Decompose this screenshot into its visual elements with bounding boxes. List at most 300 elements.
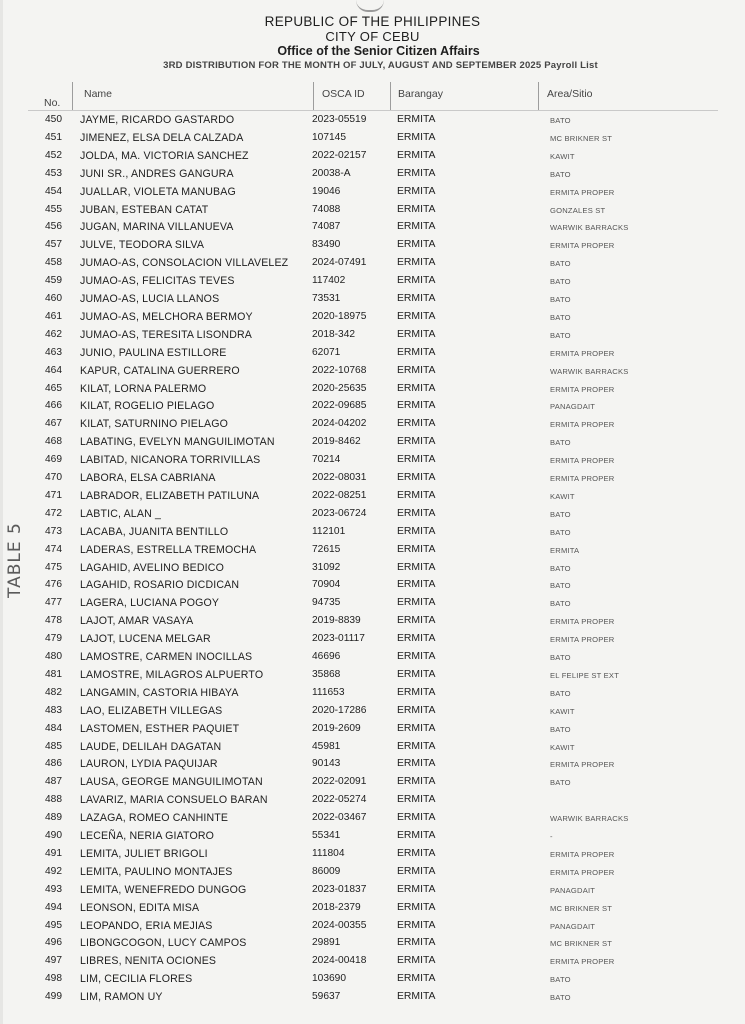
- senior-citizen-name: JUMAO-AS, TERESITA LISONDRA: [80, 328, 253, 341]
- barangay: ERMITA: [397, 293, 436, 304]
- area-sitio: BATO: [550, 259, 571, 269]
- osca-id: 45981: [312, 740, 341, 752]
- barangay: ERMITA: [397, 454, 436, 466]
- barangay: ERMITA: [397, 185, 436, 197]
- row-number: 482: [45, 686, 62, 698]
- row-number: 454: [45, 185, 62, 197]
- area-sitio: ERMITA PROPER: [550, 867, 615, 877]
- area-sitio: BATO: [550, 116, 571, 125]
- osca-id: 55341: [312, 830, 341, 841]
- column-divider: [313, 82, 314, 110]
- area-sitio: KAWIT: [550, 742, 575, 752]
- table-row: [0, 221, 745, 239]
- senior-citizen-name: JUMAO-AS, LUCIA LLANOS: [80, 293, 220, 305]
- area-sitio: BATO: [550, 993, 571, 1003]
- barangay: ERMITA: [397, 901, 436, 913]
- row-number: 494: [45, 901, 62, 913]
- osca-id: 2019-8462: [312, 436, 361, 448]
- area-sitio: ERMITA: [550, 545, 580, 555]
- osca-id: 2024-04202: [312, 418, 367, 430]
- table-row: [0, 705, 745, 723]
- row-number: 460: [45, 293, 62, 304]
- area-sitio: ERMITA PROPER: [550, 348, 615, 358]
- osca-id: 111653: [312, 686, 345, 698]
- senior-citizen-name: LABATING, EVELYN MANGUILIMOTAN: [80, 436, 275, 449]
- barangay: ERMITA: [397, 704, 436, 716]
- table-row: [0, 472, 745, 490]
- handwritten-table-label: TABLE 5: [5, 522, 25, 598]
- table-row: [0, 920, 745, 938]
- row-number: 463: [45, 346, 62, 358]
- osca-id: 107145: [312, 131, 346, 143]
- senior-citizen-name: JUGAN, MARINA VILLANUEVA: [80, 221, 234, 234]
- barangay: ERMITA: [397, 830, 436, 841]
- column-header-osca-id: OSCA ID: [322, 88, 365, 100]
- table-row: [0, 776, 745, 794]
- barangay: ERMITA: [397, 597, 436, 609]
- osca-id: 2024-00418: [312, 955, 367, 967]
- osca-id: 70904: [312, 579, 341, 591]
- table-row: [0, 812, 745, 830]
- osca-id: 35868: [312, 668, 341, 680]
- table-row: [0, 633, 745, 651]
- barangay: ERMITA: [397, 579, 436, 591]
- area-sitio: ERMITA PROPER: [550, 241, 615, 251]
- table-row: [0, 239, 745, 257]
- senior-citizen-name: LABRADOR, ELIZABETH PATILUNA: [80, 489, 260, 502]
- barangay: ERMITA: [397, 131, 436, 143]
- table-row: [0, 687, 745, 705]
- area-sitio: MC BRIKNER ST: [550, 939, 613, 949]
- row-number: 478: [45, 615, 62, 627]
- barangay: ERMITA: [397, 794, 436, 806]
- osca-id: 2022-05274: [312, 794, 367, 806]
- area-sitio: BATO: [550, 169, 571, 179]
- area-sitio: BATO: [550, 277, 571, 287]
- column-header-barangay: Barangay: [398, 88, 443, 100]
- row-number: 486: [45, 758, 62, 770]
- barangay: ERMITA: [397, 507, 436, 519]
- osca-id: 72615: [312, 543, 341, 555]
- senior-citizen-name: KAPUR, CATALINA GUERRERO: [80, 364, 240, 377]
- barangay: ERMITA: [397, 114, 436, 125]
- row-number: 456: [45, 221, 62, 233]
- area-sitio: BATO: [550, 688, 571, 698]
- barangay: ERMITA: [397, 740, 436, 752]
- column-divider: [390, 82, 391, 110]
- table-row: [0, 204, 745, 222]
- row-number: 451: [45, 131, 62, 143]
- table-row: [0, 383, 745, 401]
- area-sitio: BATO: [550, 330, 571, 340]
- row-number: 476: [45, 579, 62, 591]
- osca-id: 2018-342: [312, 328, 356, 340]
- senior-citizen-name: LACABA, JUANITA BENTILLO: [80, 525, 229, 538]
- area-sitio: EL FELIPE ST EXT: [550, 670, 620, 680]
- senior-citizen-name: LAGERA, LUCIANA POGOY: [80, 597, 220, 610]
- area-sitio: WARWIK BARRACKS: [550, 366, 629, 376]
- osca-id: 59637: [312, 991, 341, 1003]
- row-number: 481: [45, 668, 62, 680]
- row-number: 453: [45, 167, 62, 179]
- barangay: ERMITA: [397, 167, 436, 179]
- row-number: 488: [45, 794, 62, 806]
- senior-citizen-name: KILAT, ROGELIO PIELAGO: [80, 400, 215, 413]
- osca-id: 2022-02157: [312, 149, 367, 161]
- osca-id: 74088: [312, 203, 341, 215]
- row-number: 466: [45, 400, 62, 412]
- row-number: 487: [45, 776, 62, 788]
- header-republic: REPUBLIC OF THE PHILIPPINES: [264, 14, 481, 29]
- osca-id: 2024-00355: [312, 919, 367, 931]
- area-sitio: BATO: [550, 312, 571, 322]
- column-divider: [538, 82, 539, 110]
- osca-id: 2018-2379: [312, 901, 361, 913]
- barangay: ERMITA: [397, 812, 436, 824]
- senior-citizen-name: LAGAHID, ROSARIO DICDICAN: [80, 579, 240, 592]
- row-number: 475: [45, 561, 62, 573]
- row-number: 485: [45, 740, 62, 752]
- area-sitio: PANAGDAIT: [550, 921, 596, 931]
- area-sitio: MC BRIKNER ST: [550, 133, 613, 143]
- osca-id: 74087: [312, 221, 341, 233]
- senior-citizen-name: LAJOT, LUCENA MELGAR: [80, 633, 211, 646]
- barangay: ERMITA: [397, 615, 436, 627]
- barangay: ERMITA: [397, 686, 436, 698]
- senior-citizen-name: JAYME, RICARDO GASTARDO: [80, 114, 235, 126]
- senior-citizen-name: LAURON, LYDIA PAQUIJAR: [80, 758, 218, 771]
- row-number: 493: [45, 883, 62, 895]
- table-row: [0, 973, 745, 991]
- area-sitio: BATO: [550, 653, 571, 662]
- senior-citizen-name: LAVARIZ, MARIA CONSUELO BARAN: [80, 794, 268, 807]
- row-number: 477: [45, 597, 62, 609]
- area-sitio: BATO: [550, 975, 571, 985]
- row-number: 498: [45, 973, 62, 985]
- osca-id: 62071: [312, 346, 341, 358]
- row-number: 470: [45, 472, 62, 483]
- row-number: 497: [45, 955, 62, 967]
- senior-citizen-name: LADERAS, ESTRELLA TREMOCHA: [80, 543, 257, 556]
- table-row: [0, 418, 745, 436]
- area-sitio: KAWIT: [550, 706, 575, 716]
- row-number: 458: [45, 257, 62, 269]
- osca-id: 2023-01117: [312, 633, 365, 645]
- area-sitio: BATO: [550, 527, 571, 537]
- area-sitio: KAWIT: [550, 491, 575, 501]
- column-header-area-sitio: Area/Sitio: [547, 88, 593, 100]
- barangay: ERMITA: [397, 436, 436, 448]
- barangay: ERMITA: [397, 722, 436, 734]
- osca-id: 2020-17286: [312, 704, 367, 716]
- row-number: 499: [45, 991, 62, 1003]
- table-row: [0, 508, 745, 526]
- osca-id: 2019-2609: [312, 722, 361, 734]
- row-number: 469: [45, 454, 62, 466]
- row-number: 457: [45, 239, 62, 251]
- header-distribution-title: 3RD DISTRIBUTION FOR THE MONTH OF JULY, AUGUST AND SEPTEMBER 2025 Payroll List: [163, 60, 598, 71]
- row-number: 455: [45, 203, 62, 215]
- barangay: ERMITA: [397, 203, 436, 215]
- table-row: [0, 741, 745, 759]
- barangay: ERMITA: [397, 919, 436, 931]
- row-number: 491: [45, 847, 62, 859]
- row-number: 483: [45, 704, 62, 716]
- row-number: 495: [45, 919, 62, 931]
- area-sitio: BATO: [550, 438, 571, 448]
- senior-citizen-name: LANGAMIN, CASTORIA HIBAYA: [80, 686, 239, 699]
- table-row: [0, 293, 745, 311]
- table-row: [0, 347, 745, 365]
- senior-citizen-name: LEONSON, EDITA MISA: [80, 901, 200, 914]
- osca-id: 2022-02091: [312, 776, 367, 788]
- column-header-no: No.: [44, 97, 61, 109]
- table-row: [0, 955, 745, 973]
- area-sitio: PANAGDAIT: [550, 885, 596, 895]
- area-sitio: BATO: [550, 724, 571, 734]
- table-row: [0, 615, 745, 633]
- senior-citizen-name: JIMENEZ, ELSA DELA CALZADA: [80, 131, 244, 144]
- senior-citizen-name: LAUDE, DELILAH DAGATAN: [80, 740, 222, 753]
- area-sitio: PANAGDAIT: [550, 402, 596, 412]
- barangay: ERMITA: [397, 239, 436, 251]
- osca-id: 19046: [312, 185, 341, 197]
- area-sitio: ERMITA PROPER: [550, 957, 615, 967]
- barangay: ERMITA: [397, 149, 436, 161]
- table-row: [0, 329, 745, 347]
- area-sitio: ERMITA PROPER: [550, 384, 615, 394]
- barangay: ERMITA: [397, 489, 436, 501]
- area-sitio: WARWIK BARRACKS: [550, 814, 629, 824]
- row-number: 490: [45, 830, 62, 841]
- area-sitio: ERMITA PROPER: [550, 760, 615, 770]
- senior-citizen-name: LAJOT, AMAR VASAYA: [80, 615, 194, 628]
- table-row: [0, 186, 745, 204]
- row-number: 496: [45, 937, 62, 949]
- row-number: 473: [45, 525, 62, 537]
- osca-id: 2022-08031: [312, 472, 367, 483]
- senior-citizen-name: JUMAO-AS, CONSOLACION VILLAVELEZ: [80, 257, 289, 270]
- table-row: [0, 758, 745, 776]
- header-city: CITY OF CEBU: [325, 29, 420, 44]
- table-row: [0, 544, 745, 562]
- senior-citizen-name: JUMAO-AS, FELICITAS TEVES: [80, 275, 235, 288]
- senior-citizen-name: JUNI SR., ANDRES GANGURA: [80, 167, 234, 180]
- osca-id: 70214: [312, 454, 341, 466]
- row-number: 450: [45, 114, 62, 125]
- osca-id: 2023-06724: [312, 507, 367, 519]
- row-number: 462: [45, 328, 62, 340]
- barangay: ERMITA: [397, 633, 436, 645]
- senior-citizen-name: LABORA, ELSA CABRIANA: [80, 472, 216, 484]
- table-row: [0, 651, 745, 669]
- barangay: ERMITA: [397, 275, 436, 287]
- senior-citizen-name: JUMAO-AS, MELCHORA BERMOY: [80, 310, 253, 323]
- senior-citizen-name: LABITAD, NICANORA TORRIVILLAS: [80, 454, 261, 467]
- barangay: ERMITA: [397, 883, 436, 895]
- senior-citizen-name: LIM, CECILIA FLORES: [80, 973, 193, 986]
- table-row: [0, 436, 745, 454]
- senior-citizen-name: LECEÑA, NERIA GIATORO: [80, 830, 215, 842]
- area-sitio: BATO: [550, 599, 571, 609]
- barangay: ERMITA: [397, 937, 436, 949]
- barangay: ERMITA: [397, 847, 436, 859]
- table-row: [0, 830, 745, 848]
- row-number: 489: [45, 812, 62, 824]
- header-rule: [28, 110, 718, 111]
- osca-id: 2024-07491: [312, 257, 367, 269]
- table-row: [0, 579, 745, 597]
- barangay: ERMITA: [397, 561, 436, 573]
- area-sitio: BATO: [550, 563, 571, 573]
- area-sitio: BATO: [550, 295, 571, 304]
- osca-id: 2023-01837: [312, 883, 367, 895]
- area-sitio: -: [550, 832, 553, 841]
- senior-citizen-name: LEMITA, JULIET BRIGOLI: [80, 847, 208, 860]
- table-row: [0, 597, 745, 615]
- area-sitio: ERMITA PROPER: [550, 474, 615, 483]
- osca-id: 2019-8839: [312, 615, 361, 627]
- senior-citizen-name: JOLDA, MA. VICTORIA SANCHEZ: [80, 149, 249, 162]
- senior-citizen-name: LABTIC, ALAN _: [80, 507, 161, 520]
- barangay: ERMITA: [397, 382, 436, 394]
- table-row: [0, 526, 745, 544]
- table-row: [0, 168, 745, 186]
- table-row: [0, 400, 745, 418]
- area-sitio: ERMITA PROPER: [550, 635, 615, 645]
- table-row: [0, 490, 745, 508]
- barangay: ERMITA: [397, 472, 436, 483]
- senior-citizen-name: JULVE, TEODORA SILVA: [80, 239, 205, 252]
- senior-citizen-name: LIM, RAMON UY: [80, 991, 163, 1004]
- osca-id: 20038-A: [312, 167, 351, 179]
- barangay: ERMITA: [397, 221, 436, 233]
- city-seal-fragment: [356, 0, 384, 12]
- barangay: ERMITA: [397, 543, 436, 555]
- table-row: [0, 884, 745, 902]
- barangay: ERMITA: [397, 257, 436, 269]
- senior-citizen-name: LAO, ELIZABETH VILLEGAS: [80, 704, 223, 717]
- table-row: [0, 902, 745, 920]
- header-office: Office of the Senior Citizen Affairs: [277, 44, 480, 58]
- barangay: ERMITA: [397, 418, 436, 430]
- osca-id: 31092: [312, 561, 341, 573]
- table-row: [0, 794, 745, 812]
- osca-id: 103690: [312, 973, 346, 985]
- barangay: ERMITA: [397, 525, 436, 537]
- osca-id: 2023-05519: [312, 114, 367, 125]
- osca-id: 46696: [312, 651, 341, 662]
- table-row: [0, 132, 745, 150]
- osca-id: 29891: [312, 937, 341, 949]
- area-sitio: ERMITA PROPER: [550, 187, 615, 197]
- area-sitio: ERMITA PROPER: [550, 617, 615, 627]
- osca-id: 2022-08251: [312, 489, 367, 501]
- barangay: ERMITA: [397, 776, 436, 788]
- table-row: [0, 114, 745, 132]
- barangay: ERMITA: [397, 310, 436, 322]
- senior-citizen-name: LAUSA, GEORGE MANGUILIMOTAN: [80, 776, 263, 789]
- senior-citizen-name: LIBRES, NENITA OCIONES: [80, 955, 217, 968]
- row-number: 468: [45, 436, 62, 448]
- barangay: ERMITA: [397, 364, 436, 376]
- senior-citizen-name: KILAT, SATURNINO PIELAGO: [80, 418, 229, 431]
- table-row: [0, 365, 745, 383]
- osca-id: 2022-03467: [312, 812, 367, 824]
- row-number: 492: [45, 865, 62, 877]
- osca-id: 2022-09685: [312, 400, 367, 412]
- table-row: [0, 937, 745, 955]
- osca-id: 112101: [312, 525, 346, 537]
- row-number: 465: [45, 382, 62, 394]
- barangay: ERMITA: [397, 991, 436, 1003]
- senior-citizen-name: LAMOSTRE, MILAGROS ALPUERTO: [80, 668, 264, 681]
- row-number: 484: [45, 722, 62, 734]
- barangay: ERMITA: [397, 328, 436, 340]
- senior-citizen-name: JUBAN, ESTEBAN CATAT: [80, 203, 209, 216]
- osca-id: 2022-10768: [312, 364, 367, 376]
- row-number: 480: [45, 651, 62, 662]
- table-row: [0, 991, 745, 1009]
- osca-id: 83490: [312, 239, 341, 251]
- barangay: ERMITA: [397, 865, 436, 877]
- column-header-name: Name: [84, 88, 113, 100]
- senior-citizen-name: LAZAGA, ROMEO CANHINTE: [80, 812, 229, 825]
- table-row: [0, 257, 745, 275]
- table-row: [0, 866, 745, 884]
- senior-citizen-name: LEMITA, WENEFREDO DUNGOG: [80, 883, 247, 896]
- senior-citizen-name: LAMOSTRE, CARMEN INOCILLAS: [80, 651, 253, 663]
- row-number: 471: [45, 489, 62, 501]
- row-number: 467: [45, 418, 62, 430]
- senior-citizen-name: JUNIO, PAULINA ESTILLORE: [80, 346, 227, 359]
- area-sitio: ERMITA PROPER: [550, 849, 615, 859]
- osca-id: 2020-25635: [312, 382, 367, 394]
- row-number: 474: [45, 543, 62, 555]
- column-divider: [72, 82, 73, 110]
- osca-id: 73531: [312, 293, 341, 304]
- table-row: [0, 723, 745, 741]
- barangay: ERMITA: [397, 758, 436, 770]
- area-sitio: BATO: [550, 509, 571, 519]
- osca-id: 90143: [312, 758, 341, 770]
- table-row: [0, 311, 745, 329]
- area-sitio: BATO: [550, 778, 571, 788]
- barangay: ERMITA: [397, 955, 436, 967]
- table-row: [0, 275, 745, 293]
- area-sitio: GONZALES ST: [550, 205, 606, 215]
- table-row: [0, 454, 745, 472]
- senior-citizen-name: JUALLAR, VIOLETA MANUBAG: [80, 185, 236, 198]
- barangay: ERMITA: [397, 651, 436, 662]
- row-number: 459: [45, 275, 62, 287]
- row-number: 472: [45, 507, 62, 519]
- row-number: 452: [45, 149, 62, 161]
- osca-id: 117402: [312, 275, 346, 287]
- osca-id: 111804: [312, 847, 345, 859]
- area-sitio: ERMITA PROPER: [550, 420, 615, 430]
- senior-citizen-name: LIBONGCOGON, LUCY CAMPOS: [80, 937, 247, 950]
- area-sitio: KAWIT: [550, 151, 575, 161]
- area-sitio: MC BRIKNER ST: [550, 903, 613, 913]
- row-number: 461: [45, 310, 62, 322]
- senior-citizen-name: LASTOMEN, ESTHER PAQUIET: [80, 722, 240, 735]
- senior-citizen-name: LEMITA, PAULINO MONTAJES: [80, 865, 233, 878]
- barangay: ERMITA: [397, 346, 436, 358]
- senior-citizen-name: LAGAHID, AVELINO BEDICO: [80, 561, 224, 574]
- barangay: ERMITA: [397, 668, 436, 680]
- table-row: [0, 669, 745, 687]
